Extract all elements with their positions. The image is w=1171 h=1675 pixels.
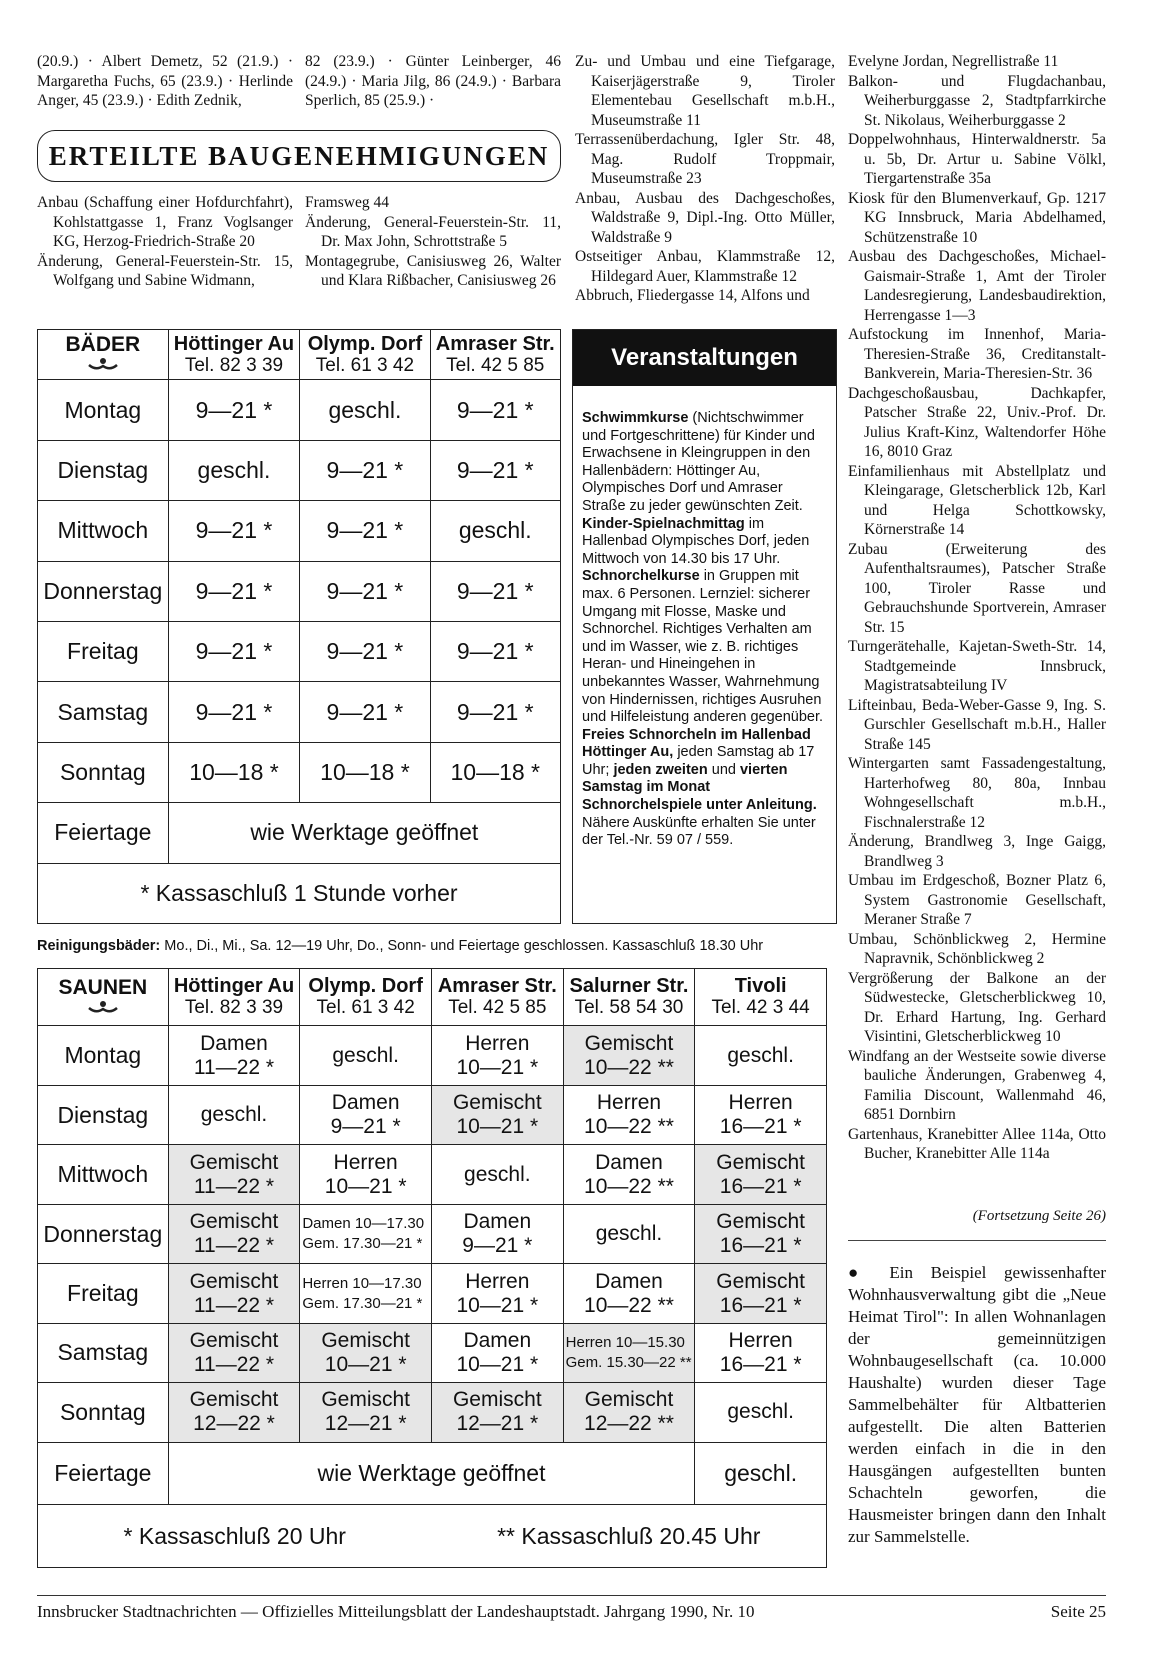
- permits-col4: [848, 52, 1106, 1164]
- sauna-hours-cell: [300, 1085, 432, 1144]
- event-schwimm: Schwimmkurse (Nichtschwimmer und Fortgeschrittene) für Kinder und Erwachsene in Kleingruppen in den Hallenbädern: Höttinger Au, Olympisches Dorf und Amraser Straße zu jeder gewünschten Zeit.: [582, 410, 815, 514]
- saunen-col-salurner: Salurner Str. Tel. 58 54 30: [563, 969, 695, 1026]
- sauna-hours-line: 11—22 *: [193, 1352, 275, 1376]
- sauna-hours-line: Damen: [463, 1210, 532, 1234]
- sauna-hours-cell: [695, 1264, 827, 1323]
- permit-entry: Gartenhaus, Kranebitter Allee 114a, Otto Bucher, Kranebitter Alle 114a: [848, 1125, 1106, 1162]
- sauna-hours-line: 16—21 *: [719, 1234, 802, 1258]
- saunen-row: [38, 1264, 827, 1323]
- sauna-hours-line: 11—22 *: [193, 1234, 275, 1258]
- sauna-hours-line: Damen: [331, 1091, 400, 1115]
- sauna-hours-cell: [168, 1204, 300, 1263]
- sauna-hours-cell: [563, 1145, 695, 1204]
- permit-entry: Terrassenüberdachung, Igler Str. 48, Mag. Rudolf Troppmair, Museumstraße 23: [575, 131, 835, 187]
- permit-entry: Zubau (Erweiterung des Aufenthaltsraumes), Patscher Straße 100, Tiroler Rasse und Gebrauchshunde Sportverein, Amraser Str. 15: [848, 540, 1106, 636]
- baeder-row: [38, 682, 561, 742]
- saunen-holiday-tivoli: geschl.: [695, 1442, 827, 1505]
- permit-entry: Balkon- und Flugdachanbau, Weiherburggasse 2, Stadtpfarrkirche St. Nikolaus, Weiherburggasse 2: [848, 72, 1106, 129]
- saunen-col-amraser: Amraser Str. Tel. 42 5 85: [431, 969, 563, 1026]
- hours-cell: geschl.: [300, 380, 430, 440]
- sauna-hours-cell: [300, 1323, 432, 1382]
- sauna-hours-line: 11—22 *: [193, 1174, 275, 1198]
- sauna-hours-line: 10—22 **: [584, 1115, 674, 1139]
- day-label: Dienstag: [38, 1085, 169, 1144]
- sauna-hours-line: 16—21 *: [719, 1352, 802, 1376]
- swimmer-icon: [38, 357, 168, 376]
- day-label: Dienstag: [38, 440, 169, 500]
- saunen-row: [38, 1085, 827, 1144]
- permit-entry: Anbau (Schaffung einer Hofdurchfahrt), Kohlstattgasse 1, Franz Voglsanger KG, Herzog-Friedrich-Straße 20: [37, 194, 293, 250]
- sauna-hours-line: 10—22 **: [584, 1174, 674, 1198]
- sauna-hours-line: Damen 10—17.30: [302, 1215, 425, 1233]
- reinigung-line: [37, 938, 837, 954]
- saunen-row: [38, 1383, 827, 1443]
- sauna-hours-cell: [695, 1085, 827, 1144]
- sauna-hours-cell: [431, 1204, 563, 1263]
- day-label: Sonntag: [38, 1383, 169, 1443]
- sauna-hours-line: Gemischt: [189, 1150, 279, 1174]
- intro-text-2: 82 (23.9.) · Günter Leinberger, 46 (24.9.) · Maria Jilg, 86 (24.9.) · Barbara Sperlich, 85 (25.9.) ·: [305, 53, 561, 109]
- permit-entry: Turngerätehalle, Kajetan-Sweth-Str. 14, Stadtgemeinde Innsbruck, Magistratsabteilung IV: [848, 638, 1106, 694]
- sauna-hours-cell: [168, 1383, 300, 1443]
- hours-cell: 9—21 *: [430, 380, 560, 440]
- intro-col1: [37, 52, 293, 111]
- permit-entry: Zu- und Umbau und eine Tiefgarage, Kaiserjägerstraße 9, Tiroler Elementebau Gesellschaft m.b.H., Museumstraße 11: [575, 53, 835, 129]
- sauna-hours-cell: [695, 1026, 827, 1085]
- hours-cell: geschl.: [168, 440, 300, 500]
- baeder-col-amraser: Amraser Str. Tel. 42 5 85: [430, 330, 560, 380]
- event-kinder: Kinder-Spielnachmittag im Hallenbad Olympisches Dorf, jeden Mittwoch von 14.30 bis 17 Uhr.: [582, 515, 810, 567]
- sauna-hours-line: 16—21 *: [719, 1115, 802, 1139]
- sauna-hours-cell: [300, 1145, 432, 1204]
- permit-entry: Änderung, Brandlweg 3, Inge Gaigg, Brandlweg 3: [848, 833, 1106, 870]
- sauna-hours-cell: [168, 1323, 300, 1382]
- sauna-hours-line: Herren: [465, 1269, 530, 1293]
- divider: [848, 1240, 1106, 1241]
- sauna-hours-line: Gemischt: [189, 1328, 279, 1352]
- baeder-title-cell: [38, 330, 169, 380]
- saunen-row: [38, 1145, 827, 1204]
- sauna-hours-cell: [563, 1204, 695, 1263]
- sauna-hours-line: geschl.: [200, 1103, 268, 1127]
- saunen-title: SAUNEN: [58, 975, 148, 999]
- sauna-hours-cell: [168, 1145, 300, 1204]
- day-label: Donnerstag: [38, 1204, 169, 1263]
- reinigung-text: Mo., Di., Mi., Sa. 12—19 Uhr, Do., Sonn- und Feiertage geschlossen. Kassaschluß 18.30 Uhr: [164, 938, 764, 954]
- sauna-hours-line: Gemischt: [189, 1388, 279, 1412]
- sauna-hours-line: Herren 10—17.30: [302, 1274, 422, 1292]
- hours-cell: 9—21 *: [430, 682, 560, 742]
- permit-entry: Änderung, General-Feuerstein-Str. 11, Dr. Max John, Schrottstraße 5: [305, 213, 561, 250]
- permit-entry: Ausbau des Dachgeschoßes, Michael-Gaismair-Straße 1, Amt der Tiroler Landesregierung, Landesbaudirektion, Herrengasse 1—3: [848, 248, 1106, 324]
- hours-cell: 10—18 *: [430, 742, 560, 802]
- day-label: Samstag: [38, 1323, 169, 1382]
- permit-entry: Montagegrube, Canisiusweg 26, Walter und Klara Rißbacher, Canisiusweg 26: [305, 252, 561, 289]
- hours-cell: 10—18 *: [168, 742, 300, 802]
- sauna-hours-line: Damen: [595, 1150, 663, 1174]
- sauna-hours-cell: [695, 1204, 827, 1263]
- baeder-holiday-label: Feiertage: [38, 803, 169, 863]
- sauna-hours-cell: [168, 1264, 300, 1323]
- sauna-hours-line: 10—21 *: [324, 1174, 407, 1198]
- sauna-hours-cell: [563, 1383, 695, 1443]
- sauna-hours-cell: [431, 1264, 563, 1323]
- saunen-row: [38, 1204, 827, 1263]
- sauna-hours-cell: [431, 1026, 563, 1085]
- permit-entry: Wintergarten samt Fassadengestaltung, Harterhofweg 80, 80a, Innbau Wohngesellschaft m.b.H., Fischnalerstraße 12: [848, 755, 1106, 831]
- permits-col3: [575, 52, 835, 306]
- day-label: Sonntag: [38, 742, 169, 802]
- sauna-hours-line: 10—21 *: [456, 1293, 539, 1317]
- saunen-footnote-2: ** Kassaschluß 20.45 Uhr: [431, 1505, 826, 1568]
- baeder-row: [38, 561, 561, 621]
- sauna-hours-line: Damen: [463, 1328, 532, 1352]
- sauna-hours-cell: [300, 1204, 432, 1263]
- sauna-hours-line: 12—21 *: [456, 1412, 539, 1436]
- sauna-hours-line: Herren: [728, 1091, 793, 1115]
- footer-rule: [37, 1595, 1106, 1596]
- day-label: Freitag: [38, 621, 169, 681]
- day-label: Samstag: [38, 682, 169, 742]
- sauna-icon: [38, 1000, 168, 1019]
- saunen-row: [38, 1323, 827, 1382]
- saunen-holiday-label: Feiertage: [38, 1442, 169, 1505]
- sauna-hours-line: 10—22 **: [584, 1293, 674, 1317]
- baeder-row: [38, 621, 561, 681]
- day-label: Montag: [38, 1026, 169, 1085]
- sauna-hours-line: 12—21 *: [324, 1412, 407, 1436]
- sauna-hours-line: 10—21 *: [456, 1055, 539, 1079]
- sauna-hours-line: Gemischt: [189, 1210, 279, 1234]
- permit-entry: Kiosk für den Blumenverkauf, Gp. 1217 KG Innsbruck, Maria Abdelhamed, Schützenstraße 10: [848, 189, 1106, 246]
- sauna-hours-line: Gemischt: [584, 1388, 674, 1412]
- sauna-hours-cell: [695, 1323, 827, 1382]
- permit-entry: Dachgeschoßausbau, Dachkapfer, Patscher Straße 22, Univ.-Prof. Dr. Julius Kraft-Kinz, Waltendorfer Höhe 16, 8010 Graz: [848, 384, 1106, 460]
- sauna-hours-line: Gem. 17.30—21 *: [302, 1235, 423, 1253]
- sauna-hours-line: 9—21 *: [462, 1234, 533, 1258]
- sauna-hours-line: 12—22 *: [193, 1412, 275, 1436]
- baeder-holiday-value: wie Werktage geöffnet: [168, 803, 560, 863]
- saunen-col-tivoli: Tivoli Tel. 42 3 44: [695, 969, 827, 1026]
- sauna-hours-cell: [300, 1264, 432, 1323]
- footer-left: Innsbrucker Stadtnachrichten — Offizielles Mitteilungsblatt der Landeshauptstadt. Jahrgang 1990, Nr. 10: [37, 1602, 755, 1621]
- baeder-row: [38, 742, 561, 802]
- reinigung-label: Reinigungsbäder:: [37, 938, 161, 954]
- sauna-hours-line: 10—21 *: [456, 1352, 539, 1376]
- permit-entry: Windfang an der Westseite sowie diverse bauliche Änderungen, Grabenweg 4, Familia Discount, Wallenmahd 46, 6851 Dornbirn: [848, 1047, 1106, 1123]
- sauna-hours-line: 16—21 *: [719, 1293, 802, 1317]
- sauna-hours-cell: [300, 1026, 432, 1085]
- sauna-hours-cell: [300, 1383, 432, 1443]
- saunen-row: [38, 1026, 827, 1085]
- day-label: Mittwoch: [38, 1145, 169, 1204]
- sauna-hours-cell: [431, 1085, 563, 1144]
- sauna-hours-line: Gemischt: [189, 1269, 279, 1293]
- sauna-hours-cell: [431, 1323, 563, 1382]
- sauna-hours-line: Gemischt: [452, 1091, 542, 1115]
- permit-entry: Einfamilienhaus mit Abstellplatz und Kleingarage, Gletscherblick 12b, Karl und Helga Schottkowsky, Körnerstraße 14: [848, 462, 1106, 538]
- saunen-col-hoettinger: Höttinger Au Tel. 82 3 39: [168, 969, 300, 1026]
- permits-col2: [305, 193, 561, 291]
- bullet-icon: ●: [848, 1263, 890, 1282]
- sauna-hours-cell: [168, 1085, 300, 1144]
- sauna-hours-cell: [431, 1145, 563, 1204]
- sauna-hours-line: Herren: [728, 1328, 793, 1352]
- hours-cell: 9—21 *: [168, 682, 300, 742]
- news-text: Ein Beispiel gewissenhafter Wohnhausverwaltung gibt die „Neue Heimat Tirol": In allen Wohnanlagen der gemeinnützigen Wohnbaugesellschaft (ca. 10.000 Haushalte) wurden dieser Tage Sammelbehälter für Altbatterien aufgestellt. Die alten Batterien werden einfach in die in den Hausgängen aufgestellten bunten Schachteln geworfen, die Hausmeister bringen dann den Inhalt zur Sammelstelle.: [848, 1263, 1106, 1546]
- day-label: Freitag: [38, 1264, 169, 1323]
- hours-cell: geschl.: [430, 501, 560, 561]
- hours-cell: 9—21 *: [300, 440, 430, 500]
- sauna-hours-line: Gemischt: [321, 1388, 410, 1412]
- hours-cell: 9—21 *: [168, 380, 300, 440]
- sauna-hours-cell: [695, 1383, 827, 1443]
- sauna-hours-line: Herren: [333, 1150, 398, 1174]
- saunen-col-olymp: Olymp. Dorf Tel. 61 3 42: [300, 969, 432, 1026]
- permits-col1: [37, 193, 293, 291]
- sauna-hours-cell: [563, 1264, 695, 1323]
- news-item: [848, 1262, 1106, 1548]
- permit-entry: Umbau im Erdgeschoß, Bozner Platz 6, System Gastronomie Gesellschaft, Meraner Straße 7: [848, 872, 1106, 928]
- continuation-note: (Fortsetzung Seite 26): [972, 1208, 1106, 1224]
- sauna-hours-cell: [563, 1026, 695, 1085]
- permit-entry: Umbau, Schönblickweg 2, Hermine Napravnik, Schönblickweg 2: [848, 930, 1106, 967]
- sauna-hours-line: 16—21 *: [719, 1174, 802, 1198]
- saunen-footnote-1: * Kassaschluß 20 Uhr: [38, 1505, 432, 1568]
- permit-entry: Framsweg 44: [305, 194, 389, 211]
- sauna-hours-line: Gemischt: [716, 1269, 805, 1293]
- baeder-row: [38, 440, 561, 500]
- sauna-hours-cell: [431, 1383, 563, 1443]
- sauna-hours-line: Gemischt: [716, 1150, 805, 1174]
- hours-cell: 9—21 *: [168, 561, 300, 621]
- hours-cell: 9—21 *: [300, 501, 430, 561]
- hours-cell: 9—21 *: [168, 621, 300, 681]
- baeder-row: [38, 501, 561, 561]
- sauna-hours-line: Damen: [200, 1031, 268, 1055]
- sauna-hours-line: Gemischt: [584, 1031, 674, 1055]
- sauna-hours-line: 12—22 **: [584, 1412, 674, 1436]
- hours-cell: 9—21 *: [430, 621, 560, 681]
- baeder-table: [37, 329, 561, 924]
- intro-text-1: (20.9.) · Albert Demetz, 52 (21.9.) · Margaretha Fuchs, 65 (23.9.) · Herlinde Anger, 45 (23.9.) · Edith Zednik,: [37, 53, 293, 109]
- saunen-table: [37, 968, 827, 1568]
- permit-entry: Lifteinbau, Beda-Weber-Gasse 9, Ing. S. Gurschler Gesellschaft m.b.H., Haller Straße 145: [848, 696, 1106, 753]
- sauna-hours-cell: [563, 1085, 695, 1144]
- sauna-hours-line: Herren: [465, 1031, 530, 1055]
- permit-entry: Änderung, General-Feuerstein-Str. 15, Wolfgang und Sabine Widmann,: [37, 252, 293, 289]
- permit-entry: Ostseitiger Anbau, Klammstraße 12, Hildegard Auer, Klammstraße 12: [575, 248, 835, 285]
- sauna-hours-cell: [695, 1145, 827, 1204]
- hours-cell: 9—21 *: [168, 501, 300, 561]
- section-title: ERTEILTE BAUGENEHMIGUNGEN: [37, 130, 561, 182]
- permit-entry: Anbau, Ausbau des Dachgeschoßes, Waldstraße 9, Dipl.-Ing. Otto Müller, Waldstraße 9: [575, 189, 835, 246]
- hours-cell: 9—21 *: [300, 621, 430, 681]
- sauna-hours-line: Gemischt: [321, 1328, 410, 1352]
- baeder-col-olymp: Olymp. Dorf Tel. 61 3 42: [300, 330, 430, 380]
- sauna-hours-line: Gemischt: [452, 1388, 542, 1412]
- sauna-hours-line: Herren 10—15.30: [565, 1333, 685, 1351]
- baeder-title: BÄDER: [65, 333, 141, 357]
- day-label: Donnerstag: [38, 561, 169, 621]
- day-label: Mittwoch: [38, 501, 169, 561]
- event-frei: Freies Schnorcheln im Hallenbad Höttinger Au, jeden Samstag ab 17 Uhr; jeden zweiten und vierten Samstag im Monat Schnorchelspiele unter Anleitung.: [582, 726, 817, 814]
- veranstaltungen-title: Veranstaltungen: [573, 330, 836, 386]
- sauna-hours-line: geschl.: [727, 1043, 794, 1067]
- hours-cell: 9—21 *: [300, 561, 430, 621]
- permit-entry: Evelyne Jordan, Negrellistraße 11: [848, 53, 1059, 70]
- hours-cell: 9—21 *: [430, 440, 560, 500]
- sauna-hours-line: 10—22 **: [584, 1055, 674, 1079]
- hours-cell: 9—21 *: [300, 682, 430, 742]
- sauna-hours-line: geschl.: [595, 1222, 663, 1246]
- sauna-hours-line: 11—22 *: [193, 1055, 275, 1079]
- veranstaltungen-box: [572, 329, 837, 924]
- sauna-hours-line: 9—21 *: [330, 1115, 401, 1139]
- veranstaltungen-content: [573, 386, 836, 850]
- baeder-col-hoettinger: Höttinger Au Tel. 82 3 39: [168, 330, 300, 380]
- footer-page: Seite 25: [1050, 1602, 1106, 1621]
- sauna-hours-line: geschl.: [464, 1162, 531, 1186]
- permit-entry: Doppelwohnhaus, Hinterwaldnerstr. 5a u. 5b, Dr. Artur u. Sabine Völkl, Tiergartenstraße 35a: [848, 131, 1106, 187]
- sauna-hours-cell: [168, 1026, 300, 1085]
- permit-entry: Aufstockung im Innenhof, Maria-Theresien-Straße 36, Creditanstalt-Bankverein, Maria-Theresien-Str. 36: [848, 326, 1106, 382]
- baeder-row: [38, 380, 561, 440]
- permit-entry: Vergrößerung der Balkone an der Südwestecke, Gletscherblickweg 10, Dr. Erhard Hartung, Ing. Gerhard Visintini, Gletscherblickweg 10: [848, 969, 1106, 1045]
- saunen-holiday-value: wie Werktage geöffnet: [168, 1442, 695, 1505]
- sauna-hours-line: Gemischt: [716, 1210, 805, 1234]
- event-schnorchel: Schnorchelkurse in Gruppen mit max. 6 Personen. Lernziel: sicherer Umgang mit Flosse, Maske und Schnorchel. Richtiges Verhalten am und im Wasser, wie z. B. richtiges Heran- und Hineingehen in unbekanntes Wasser, Wahrnehmung von Hindernissen, richtiges Ausruhen und Hilfeleistung anderen gegenüber.: [582, 568, 824, 726]
- sauna-hours-line: 11—22 *: [193, 1293, 275, 1317]
- saunen-title-cell: [38, 969, 169, 1026]
- day-label: Montag: [38, 380, 169, 440]
- permit-entry: Abbruch, Fliedergasse 14, Alfons und: [575, 287, 810, 304]
- sauna-hours-line: Gem. 17.30—21 *: [302, 1294, 423, 1312]
- sauna-hours-line: Gem. 15.30—22 **: [565, 1353, 692, 1371]
- sauna-hours-line: 10—21 *: [456, 1115, 539, 1139]
- sauna-hours-line: 10—21 *: [324, 1352, 407, 1376]
- baeder-footnote: * Kassaschluß 1 Stunde vorher: [38, 863, 561, 923]
- hours-cell: 10—18 *: [300, 742, 430, 802]
- hours-cell: 9—21 *: [430, 561, 560, 621]
- sauna-hours-line: Herren: [596, 1091, 662, 1115]
- event-info: Nähere Auskünfte erhalten Sie unter der Tel.-Nr. 59 07 / 559.: [582, 814, 816, 849]
- intro-col2: [305, 52, 561, 111]
- sauna-hours-line: geschl.: [727, 1400, 794, 1424]
- sauna-hours-line: geschl.: [332, 1043, 399, 1067]
- sauna-hours-cell: [563, 1323, 695, 1382]
- sauna-hours-line: Damen: [595, 1269, 663, 1293]
